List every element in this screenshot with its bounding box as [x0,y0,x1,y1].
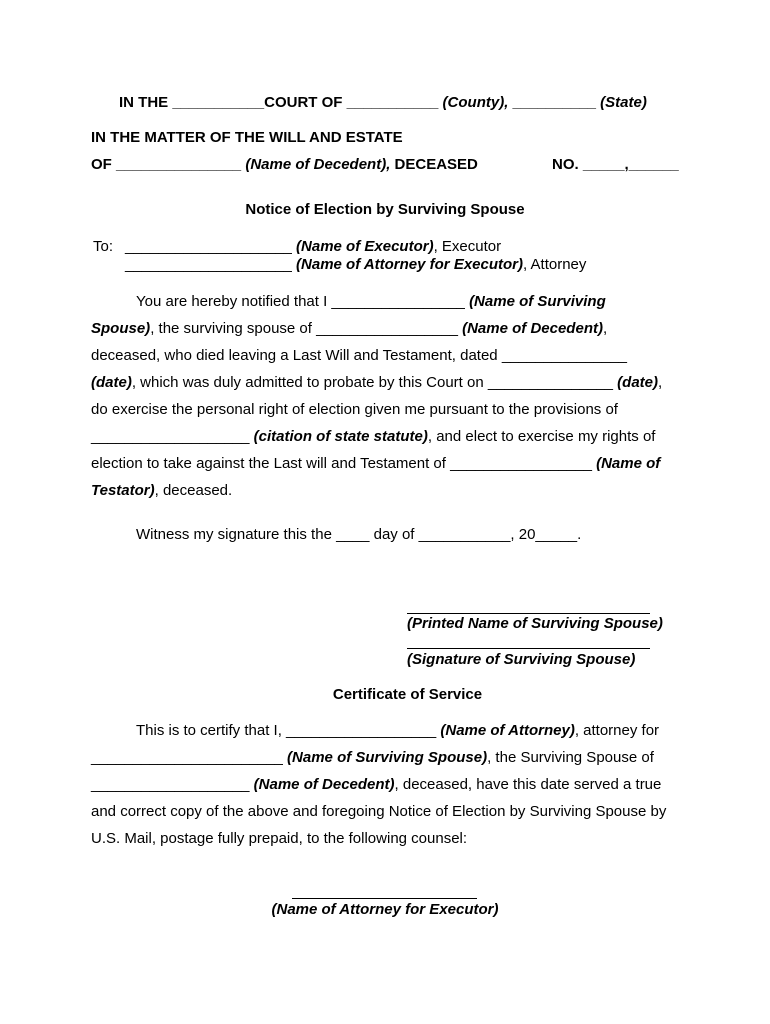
certificate-line-5: U.S. Mail, postage fully prepaid, to the following counsel: [91,830,468,847]
notice-line-4 [91,374,662,392]
notice-text: ___________________ [91,428,254,445]
to-label: To: [93,238,114,255]
notice-placeholder: (date) [91,374,132,391]
certificate-text: This is to certify that I, __________________ [136,722,441,739]
attorney-name-label: (Name of Attorney for Executor) [296,256,524,273]
notice-text: , and elect to exercise my rights of [427,428,656,445]
certificate-line-3 [91,776,661,794]
notice-text: , which was duly admitted to probate by this Court on _______________ [131,374,618,391]
attorney-role: , Attorney [523,256,587,273]
notice-line-3: deceased, who died leaving a Last Will and Testament, dated _______________ [91,347,627,364]
attorney-for-executor-label: (Name of Attorney for Executor) [271,901,499,918]
state-label: (State) [600,94,647,111]
notice-text: , [658,374,663,391]
notice-line-7 [91,455,660,473]
notice-text: , the surviving spouse of _________________ [150,320,463,337]
signature-rule [407,648,650,649]
to-attorney-line [125,256,586,274]
certificate-line-1 [136,722,659,740]
notice-text: , deceased. [154,482,233,499]
certificate-text: ___________________ [91,776,254,793]
state-blank: __________ [512,94,596,111]
executor-name-label: (Name of Executor) [296,238,434,255]
of-label: OF [91,156,112,173]
certificate-text: , attorney for [574,722,660,739]
to-executor-line [125,238,501,256]
notice-line-2 [91,320,607,338]
certificate-placeholder: (Name of Attorney) [440,722,575,739]
matter-heading: IN THE MATTER OF THE WILL AND ESTATE [91,129,403,146]
attorney-blank: ____________________ [125,256,292,273]
decedent-blank: _______________ [116,156,242,173]
court-caption-line [119,94,647,112]
certificate-text: , the Surviving Spouse of [487,749,654,766]
deceased-label: DECEASED [394,156,478,173]
county-label: (County), [442,94,509,111]
certificate-placeholder: (Name of Decedent) [253,776,395,793]
notice-placeholder: (Name of Decedent) [462,320,603,337]
certificate-line-2 [91,749,654,767]
county-blank: ___________ [346,94,439,111]
case-number: NO. _____,______ [552,156,679,173]
attorney-signature-rule [292,898,477,899]
certificate-line-4: and correct copy of the above and foregoing Notice of Election by Surviving Spouse by [91,803,667,820]
notice-line-6 [91,428,655,446]
notice-placeholder: Spouse) [91,320,151,337]
notice-placeholder: (date) [617,374,659,391]
notice-text: You are hereby notified that I ________________ [136,293,470,310]
printed-name-label: (Printed Name of Surviving Spouse) [407,615,663,632]
signature-label: (Signature of Surviving Spouse) [407,651,636,668]
certificate-text: _______________________ [91,749,288,766]
printed-name-rule [407,613,650,614]
in-the-label: IN THE [119,94,169,111]
executor-blank: ____________________ [125,238,292,255]
notice-placeholder: (Name of Surviving [469,293,606,310]
certificate-text: , deceased, have this date served a true [394,776,662,793]
notice-text: , [602,320,608,337]
notice-text: election to take against the Last will and Testament of _________________ [91,455,597,472]
court-blank: ___________ [172,94,265,111]
document-title: Notice of Election by Surviving Spouse [245,201,525,218]
decedent-caption-line [91,156,478,174]
notice-placeholder: Testator) [91,482,155,499]
notice-line-8 [91,482,232,500]
executor-role: , Executor [433,238,502,255]
decedent-name-label: (Name of Decedent), [245,156,391,173]
notice-line-5: do exercise the personal right of election given me pursuant to the provisions of [91,401,618,418]
notice-placeholder: (citation of state statute) [253,428,428,445]
witness-line: Witness my signature this the ____ day of ___________, 20_____. [136,526,582,543]
certificate-placeholder: (Name of Surviving Spouse) [287,749,488,766]
notice-placeholder: (Name of [596,455,661,472]
notice-line-1 [136,293,606,311]
certificate-title: Certificate of Service [332,686,483,703]
court-of-label: COURT OF [264,94,343,111]
